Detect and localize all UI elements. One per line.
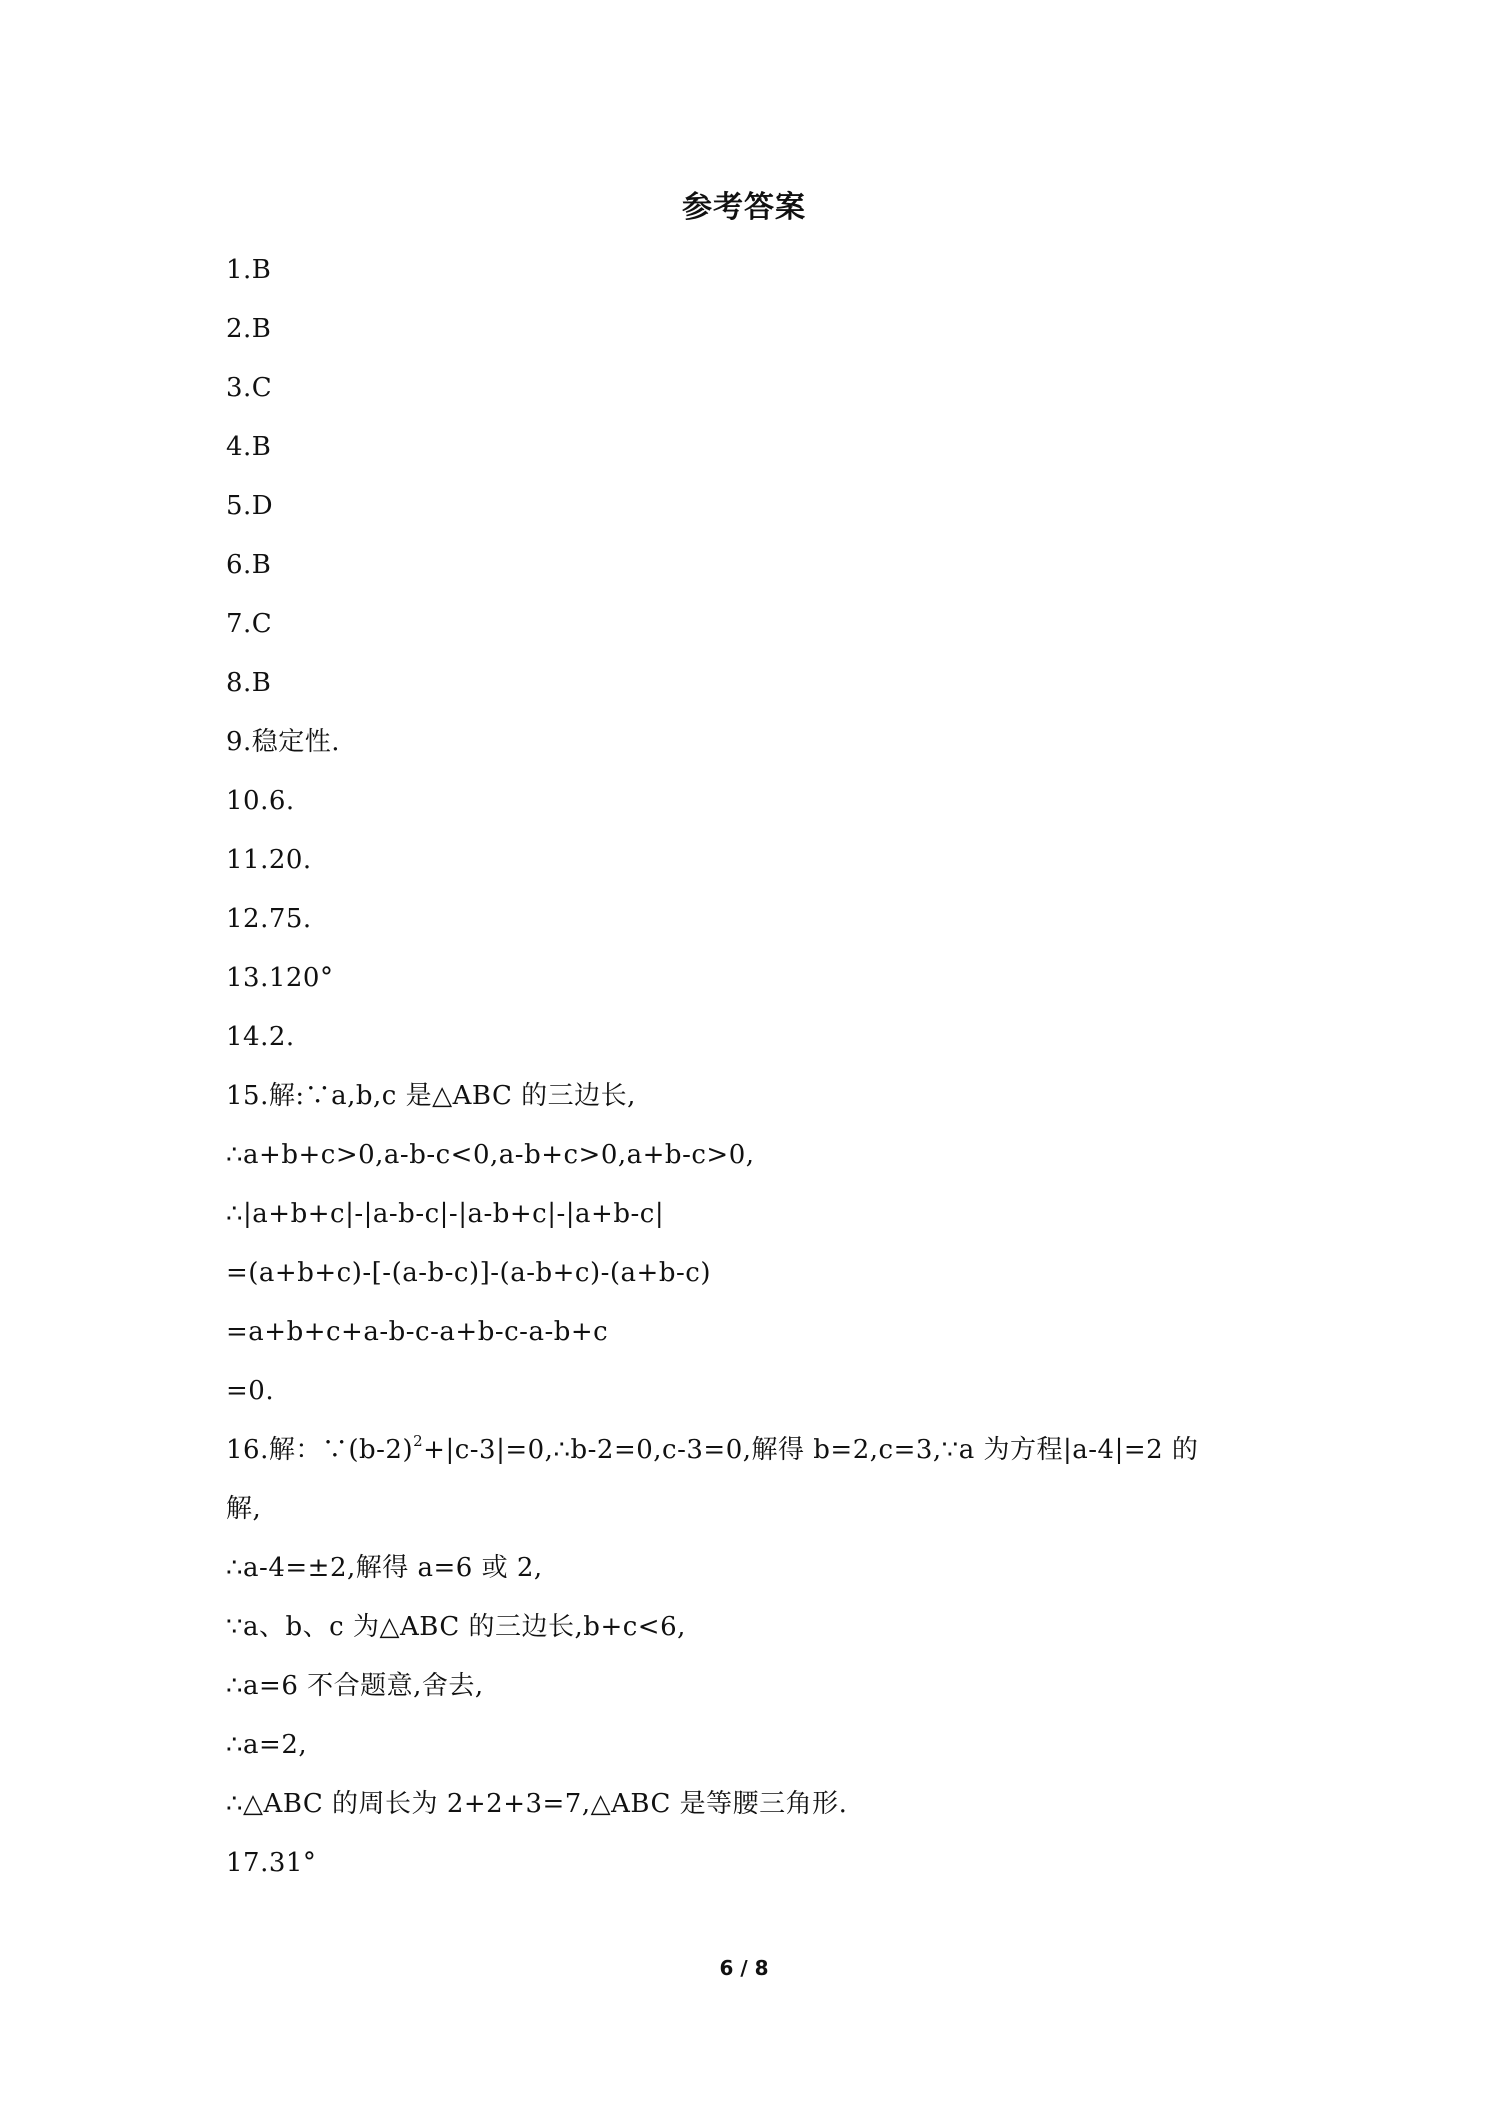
answer-line: =a+b+c+a-b-c-a+b-c-a-b+c — [226, 1317, 609, 1347]
answer-line — [226, 1428, 1276, 1487]
line-text: +|c-3|=0,∴b-2=0,c-3=0,解得 b=2,c=3,∵a 为方程|a-4|=2 的 — [423, 1435, 1199, 1465]
answer-line: ∴a-4=±2,解得 a=6 或 2, — [226, 1553, 543, 1583]
answer-line: =(a+b+c)-[-(a-b-c)]-(a-b+c)-(a+b-c) — [226, 1258, 711, 1288]
answer-line: 13.120° — [226, 963, 334, 993]
answer-line: 解, — [226, 1494, 262, 1524]
answer-line: 11.20. — [226, 845, 312, 875]
answer-line: 12.75. — [226, 904, 312, 934]
answer-line: 5.D — [226, 491, 274, 521]
answer-line: 4.B — [226, 432, 272, 462]
answer-list — [226, 248, 1276, 1900]
answer-line: ∴a=2, — [226, 1730, 308, 1760]
answer-line: 15.解:∵a,b,c 是△ABC 的三边长, — [226, 1081, 636, 1111]
answer-line: ∴|a+b+c|-|a-b-c|-|a-b+c|-|a+b-c| — [226, 1199, 665, 1229]
answer-line: ∴a+b+c>0,a-b-c<0,a-b+c>0,a+b-c>0, — [226, 1140, 755, 1170]
page-title: 参考答案 — [682, 190, 806, 225]
answer-line: 17.31° — [226, 1848, 317, 1878]
answer-line: ∴△ABC 的周长为 2+2+3=7,△ABC 是等腰三角形. — [226, 1789, 848, 1819]
answer-line: 14.2. — [226, 1022, 295, 1052]
line-text: 16.解：∵(b-2) — [226, 1435, 414, 1465]
answer-line: 2.B — [226, 314, 272, 344]
answer-line: 10.6. — [226, 786, 295, 816]
superscript-exponent: 2 — [413, 1432, 424, 1450]
answer-line: 3.C — [226, 373, 273, 403]
answer-line: 8.B — [226, 668, 272, 698]
answer-line: 7.C — [226, 609, 273, 639]
answer-line: ∵a、b、c 为△ABC 的三边长,b+c<6, — [226, 1612, 686, 1642]
answer-line: 9.稳定性. — [226, 727, 341, 757]
page-number: 6 / 8 — [719, 1956, 769, 1980]
answer-line: 1.B — [226, 255, 272, 285]
answer-line: 6.B — [226, 550, 272, 580]
answer-line: =0. — [226, 1376, 275, 1406]
answer-line: ∴a=6 不合题意,舍去, — [226, 1671, 484, 1701]
